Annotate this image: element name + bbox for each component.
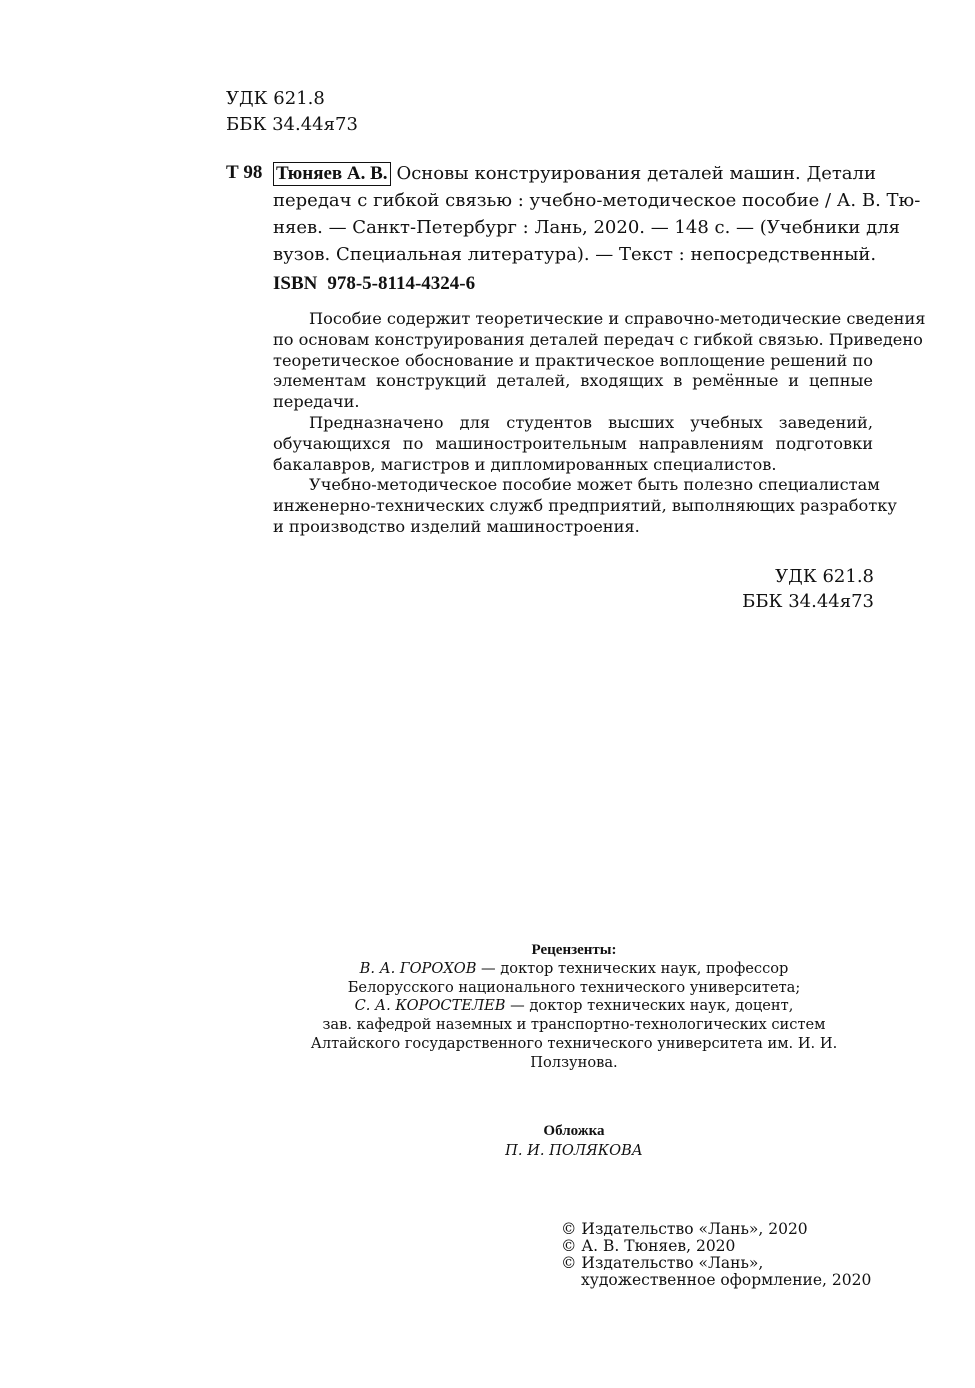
copyright-publisher: © Издательство «Лань», 2020 xyxy=(561,1220,808,1238)
copyright-design: © Издательство «Лань», xyxy=(561,1254,764,1272)
reviewer-2-affiliation: Алтайского государственного технического университета им. И. И. Ползунова. xyxy=(310,1034,838,1071)
isbn xyxy=(273,271,475,297)
reviewer-1-title: — доктор технических наук, профессор xyxy=(476,959,789,977)
annotation-line: инженерно-технических служб предприятий, выполняющих разработку xyxy=(273,496,897,516)
copyright-author: © А. В. Тюняев, 2020 xyxy=(561,1237,736,1255)
annotation xyxy=(273,309,926,538)
copyright-block xyxy=(561,1221,871,1289)
annotation-line: Предназначено для студентов высших учебных заведений, xyxy=(309,412,873,432)
reviewer-1 xyxy=(270,960,878,979)
isbn-label: ISBN xyxy=(273,273,318,294)
udk-bbk-bottom xyxy=(700,564,874,614)
reviewers-block xyxy=(270,941,878,1073)
reviewer-2-name: С. А. КОРОСТЕЛЕВ xyxy=(354,997,506,1015)
isbn-number: 978-5-8114-4324-6 xyxy=(327,273,476,294)
description-line-2: передач с гибкой связью : учебно-методическое пособие / А. В. Тю- xyxy=(273,190,921,211)
annotation-line: обучающихся по машиностроительным направлениям подготовки xyxy=(273,433,873,453)
description-line-4: вузов. Специальная литература). — Текст : непосредственный. xyxy=(273,244,877,265)
annotation-line: передачи. xyxy=(273,392,360,412)
annotation-line: по основам конструирования деталей передач с гибкой связью. Приведено xyxy=(273,329,923,349)
annotation-line: бакалавров, магистров и дипломированных специалистов. xyxy=(273,454,777,474)
reviewers-heading: Рецензенты: xyxy=(531,942,617,958)
author-sign-code: Т 98 xyxy=(226,162,263,183)
udk-bbk-top xyxy=(226,86,358,138)
title-start: Основы конструирования деталей машин. Детали xyxy=(396,163,876,184)
bbk-code: ББК 34.44я73 xyxy=(742,591,874,612)
udk-code: УДК 621.8 xyxy=(226,88,325,109)
bbk-code: ББК 34.44я73 xyxy=(226,114,358,135)
annotation-line: Учебно-методическое пособие может быть полезно специалистам xyxy=(309,475,880,495)
annotation-line: теоретическое обоснование и практическое воплощение решений по xyxy=(273,350,873,370)
bibliographic-description xyxy=(273,160,921,268)
reviewer-2-position: зав. кафедрой наземных и транспортно-технологических систем xyxy=(322,1016,826,1034)
annotation-line: элементам конструкций деталей, входящих в ремённые и цепные xyxy=(273,371,873,391)
reviewer-1-affiliation: Белорусского национального технического университета; xyxy=(347,978,801,996)
author-name-boxed: Тюняев А. В. xyxy=(273,162,391,186)
cover-designer: П. И. ПОЛЯКОВА xyxy=(505,1142,643,1159)
reviewer-1-name: В. А. ГОРОХОВ xyxy=(359,959,477,977)
copyright-design-cont: художественное оформление, 2020 xyxy=(581,1271,872,1289)
annotation-line: Пособие содержит теоретические и справочно-методические сведения xyxy=(309,309,926,328)
description-line-1 xyxy=(273,160,876,187)
reviewer-2 xyxy=(270,997,878,1016)
annotation-line: и производство изделий машиностроения. xyxy=(273,516,640,536)
udk-code: УДК 621.8 xyxy=(775,566,874,587)
cover-credit xyxy=(270,1122,878,1160)
reviewer-2-title: — доктор технических наук, доцент, xyxy=(505,997,794,1015)
cover-heading: Обложка xyxy=(543,1123,605,1139)
description-line-3: няев. — Санкт-Петербург : Лань, 2020. — 148 с. — (Учебники для xyxy=(273,217,901,238)
